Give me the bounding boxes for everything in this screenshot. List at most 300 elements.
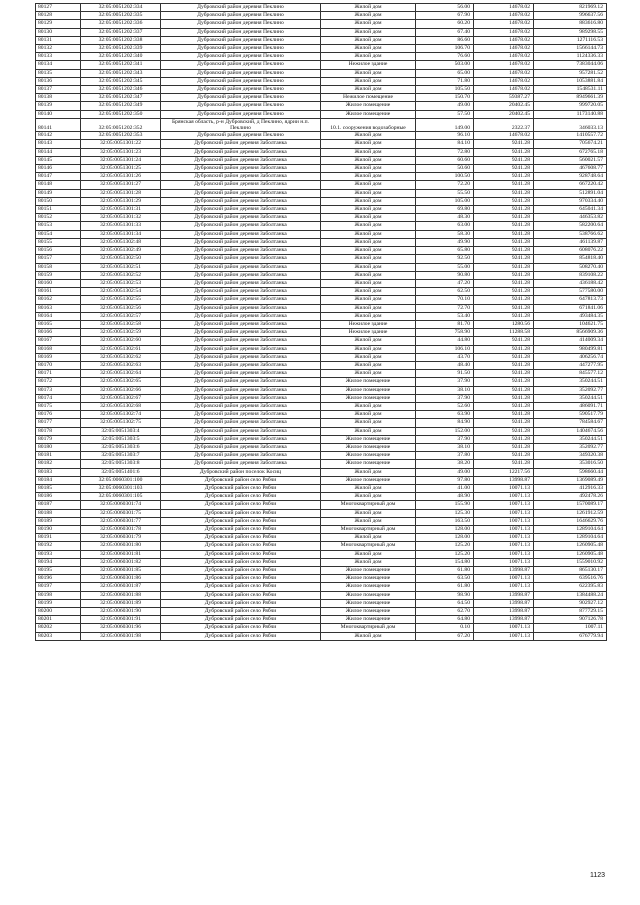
address-cell: Дубровский район село Рябчи: [161, 493, 321, 501]
area-cell: 100.50: [416, 173, 474, 181]
cadastral-number-cell: 32:05:0051202:339: [81, 45, 161, 53]
cadastral-value-cell: 508270.40: [534, 263, 607, 271]
address-cell: Дубровский район село Рябчи: [161, 608, 321, 616]
area-cell: 61.80: [416, 567, 474, 575]
cadastral-number-cell: 32:05:0051202:338: [81, 36, 161, 44]
cadastral-value-cell: 1260905.48: [534, 550, 607, 558]
table-row: [36, 394, 607, 402]
address-cell: Дубровский район деревня Заболтанка: [161, 173, 321, 181]
table-row: [36, 304, 607, 312]
address-cell: Дубровский район деревня Заболтанка: [161, 304, 321, 312]
table-row: [36, 271, 607, 279]
object-type-cell: Жилой дом: [321, 156, 416, 164]
area-cell: 49.00: [416, 468, 474, 476]
row-index-cell: 80191: [36, 534, 81, 542]
cadastral-value-cell: 1646629.76: [534, 517, 607, 525]
row-index-cell: 80167: [36, 337, 81, 345]
unit-value-cell: 10071.13: [474, 501, 534, 509]
table-row: [36, 86, 607, 94]
table-row: [36, 20, 607, 28]
cadastral-number-cell: 32:05:0051202:340: [81, 53, 161, 61]
area-cell: 81.70: [416, 320, 474, 328]
table-row: [36, 165, 607, 173]
row-index-cell: 80155: [36, 238, 81, 246]
cadastral-value-cell: 350244.51: [534, 378, 607, 386]
address-cell: Дубровский район деревня Заболтанка: [161, 279, 321, 287]
unit-value-cell: 13998.87: [474, 608, 534, 616]
unit-value-cell: 9241.28: [474, 230, 534, 238]
table-row: [36, 222, 607, 230]
address-cell: Дубровский район деревня Заболтанка: [161, 337, 321, 345]
cadastral-number-cell: 32:05:0060301:85: [81, 567, 161, 575]
table-row: [36, 214, 607, 222]
cadastral-value-cell: 865130.17: [534, 567, 607, 575]
address-cell: Дубровский район село Рябчи: [161, 542, 321, 550]
row-index-cell: 80141: [36, 118, 81, 131]
cadastral-number-cell: 32:05:0051301:29: [81, 197, 161, 205]
cadastral-value-cell: 821969.12: [534, 4, 607, 12]
area-cell: 41.00: [416, 484, 474, 492]
table-row: [36, 558, 607, 566]
cadastral-value-cell: 645041.34: [534, 206, 607, 214]
cadastral-number-cell: 32:05:0060301:96: [81, 624, 161, 632]
object-type-cell: Жилой дом: [321, 255, 416, 263]
table-row: [36, 534, 607, 542]
address-cell: Дубровский район деревня Заболтанка: [161, 206, 321, 214]
object-type-cell: Жилой дом: [321, 4, 416, 12]
area-cell: 86.60: [416, 36, 474, 44]
cadastral-number-cell: 32:05:0060301:82: [81, 558, 161, 566]
area-cell: 152.00: [416, 427, 474, 435]
object-type-cell: Жилой дом: [321, 345, 416, 353]
area-cell: 76.60: [416, 53, 474, 61]
row-index-cell: 80135: [36, 69, 81, 77]
area-cell: 155.90: [416, 501, 474, 509]
address-cell: Дубровский район деревня Заболтанка: [161, 296, 321, 304]
cadastral-value-cell: 352092.77: [534, 443, 607, 451]
table-row: [36, 102, 607, 110]
area-cell: 67.40: [416, 28, 474, 36]
table-row: [36, 247, 607, 255]
cadastral-number-cell: 32:05:0051301:28: [81, 189, 161, 197]
row-index-cell: 80128: [36, 12, 81, 20]
cadastral-value-cell: 447277.95: [534, 361, 607, 369]
cadastral-number-cell: 32:05:0051303:4: [81, 427, 161, 435]
row-index-cell: 80153: [36, 222, 81, 230]
cadastral-number-cell: 32:05:0051302:59: [81, 329, 161, 337]
address-cell: Дубровский район деревня Пеклино: [161, 94, 321, 102]
table-row: [36, 567, 607, 575]
address-cell: Дубровский район деревня Заболтанка: [161, 435, 321, 443]
address-cell: Дубровский район деревня Заболтанка: [161, 140, 321, 148]
cadastral-number-cell: 32:05:0060301:90: [81, 608, 161, 616]
row-index-cell: 80182: [36, 460, 81, 468]
object-type-cell: Жилой дом: [321, 517, 416, 525]
row-index-cell: 80198: [36, 591, 81, 599]
row-index-cell: 80177: [36, 419, 81, 427]
cadastral-number-cell: 32:05:0060301:78: [81, 526, 161, 534]
object-type-cell: Жилой дом: [321, 353, 416, 361]
registry-table-sheet: [35, 3, 606, 641]
table-row: [36, 501, 607, 509]
unit-value-cell: 9241.28: [474, 156, 534, 164]
object-type-cell: Многоквартирный дом: [321, 501, 416, 509]
area-cell: 60.20: [416, 20, 474, 28]
object-type-cell: Жилой дом: [321, 247, 416, 255]
table-row: [36, 28, 607, 36]
table-row: [36, 353, 607, 361]
table-row: [36, 337, 607, 345]
object-type-cell: Жилое помещение: [321, 443, 416, 451]
object-type-cell: Жилой дом: [321, 558, 416, 566]
unit-value-cell: 2322.37: [474, 118, 534, 131]
cadastral-value-cell: 1289104.64: [534, 534, 607, 542]
object-type-cell: Жилое помещение: [321, 452, 416, 460]
row-index-cell: 80184: [36, 476, 81, 484]
cadastral-value-cell: 406256.74: [534, 353, 607, 361]
table-row: [36, 583, 607, 591]
table-row: [36, 550, 607, 558]
cadastral-value-cell: 1260905.48: [534, 542, 607, 550]
cadastral-number-cell: 32:05:0051202:349: [81, 102, 161, 110]
row-index-cell: 80133: [36, 53, 81, 61]
unit-value-cell: 10071.13: [474, 526, 534, 534]
table-row: [36, 156, 607, 164]
row-index-cell: 80163: [36, 304, 81, 312]
area-cell: 92.50: [416, 255, 474, 263]
unit-value-cell: 14678.02: [474, 36, 534, 44]
area-cell: 163.50: [416, 517, 474, 525]
unit-value-cell: 9241.28: [474, 337, 534, 345]
table-row: [36, 279, 607, 287]
row-index-cell: 80152: [36, 214, 81, 222]
unit-value-cell: 14678.02: [474, 77, 534, 85]
table-body: [36, 4, 607, 641]
table-row: [36, 296, 607, 304]
object-type-cell: Нежилое помещение: [321, 94, 416, 102]
address-cell: Дубровский район деревня Пеклино: [161, 12, 321, 20]
object-type-cell: Многоквартирный дом: [321, 624, 416, 632]
address-cell: Дубровский район деревня Пеклино: [161, 132, 321, 140]
object-type-cell: Жилой дом: [321, 337, 416, 345]
address-cell: Дубровский район деревня Пеклино: [161, 20, 321, 28]
table-row: [36, 94, 607, 102]
address-cell: Дубровский район деревня Пеклино: [161, 4, 321, 12]
unit-value-cell: 9241.28: [474, 288, 534, 296]
address-cell: Дубровский район деревня Заболтанка: [161, 386, 321, 394]
cadastral-value-cell: 1124336.33: [534, 53, 607, 61]
unit-value-cell: 13998.87: [474, 476, 534, 484]
area-cell: 67.90: [416, 12, 474, 20]
row-index-cell: 80183: [36, 468, 81, 476]
cadastral-number-cell: 32:05:0051301:26: [81, 173, 161, 181]
area-cell: 128.00: [416, 534, 474, 542]
area-cell: 61.80: [416, 583, 474, 591]
cadastral-value-cell: 1271116.53: [534, 36, 607, 44]
cadastral-number-cell: 32:05:0051302:67: [81, 394, 161, 402]
table-row: [36, 320, 607, 328]
address-cell: Дубровский район село Рябчи: [161, 616, 321, 624]
address-cell: Дубровский район деревня Заболтанка: [161, 427, 321, 435]
cadastral-value-cell: 598660.44: [534, 468, 607, 476]
area-cell: 37.90: [416, 378, 474, 386]
cadastral-value-cell: 1559010.92: [534, 558, 607, 566]
unit-value-cell: 14678.02: [474, 61, 534, 69]
unit-value-cell: 9241.28: [474, 386, 534, 394]
row-index-cell: 80144: [36, 148, 81, 156]
unit-value-cell: 10071.13: [474, 583, 534, 591]
unit-value-cell: 14678.02: [474, 86, 534, 94]
table-row: [36, 329, 607, 337]
address-cell: Дубровский район деревня Заболтанка: [161, 271, 321, 279]
address-cell: Дубровский район поселок Косиц: [161, 468, 321, 476]
row-index-cell: 80162: [36, 296, 81, 304]
object-type-cell: Жилой дом: [321, 411, 416, 419]
cadastral-number-cell: 32:05:0051303:8: [81, 460, 161, 468]
address-cell: Дубровский район деревня Заболтанка: [161, 214, 321, 222]
address-cell: Дубровский район село Рябчи: [161, 624, 321, 632]
area-cell: 72.70: [416, 304, 474, 312]
cadastral-number-cell: 32:05:0051202:353: [81, 132, 161, 140]
table-row: [36, 435, 607, 443]
unit-value-cell: 20402.45: [474, 102, 534, 110]
table-row: [36, 230, 607, 238]
unit-value-cell: 9241.28: [474, 238, 534, 246]
table-row: [36, 173, 607, 181]
cadastral-number-cell: 32:05:0060301:87: [81, 583, 161, 591]
cadastral-value-cell: 854818.40: [534, 255, 607, 263]
row-index-cell: 80149: [36, 189, 81, 197]
row-index-cell: 80188: [36, 509, 81, 517]
object-type-cell: Жилой дом: [321, 427, 416, 435]
unit-value-cell: 9241.28: [474, 148, 534, 156]
cadastral-number-cell: 32:05:0051302:61: [81, 345, 161, 353]
area-cell: 125.20: [416, 550, 474, 558]
object-type-cell: Жилой дом: [321, 271, 416, 279]
area-cell: 64.80: [416, 616, 474, 624]
address-cell: Дубровский район деревня Заболтанка: [161, 378, 321, 386]
unit-value-cell: 10071.13: [474, 558, 534, 566]
row-index-cell: 80202: [36, 624, 81, 632]
object-type-cell: Жилой дом: [321, 77, 416, 85]
table-row: [36, 476, 607, 484]
unit-value-cell: 9241.28: [474, 419, 534, 427]
unit-value-cell: 9241.28: [474, 345, 534, 353]
area-cell: 64.50: [416, 599, 474, 607]
address-cell: Дубровский район деревня Пеклино: [161, 69, 321, 77]
object-type-cell: Жилой дом: [321, 140, 416, 148]
cadastral-value-cell: 676779.94: [534, 632, 607, 640]
area-cell: 48.90: [416, 493, 474, 501]
object-type-cell: Жилое помещение: [321, 378, 416, 386]
row-index-cell: 80127: [36, 4, 81, 12]
area-cell: 63.50: [416, 575, 474, 583]
unit-value-cell: 9241.28: [474, 165, 534, 173]
address-cell: Дубровский район деревня Пеклино: [161, 36, 321, 44]
address-cell: Дубровский район деревня Заболтанка: [161, 361, 321, 369]
cadastral-number-cell: 32:05:0051302:65: [81, 378, 161, 386]
unit-value-cell: 9241.28: [474, 370, 534, 378]
cadastral-value-cell: 845577.12: [534, 370, 607, 378]
cadastral-value-cell: 902927.12: [534, 599, 607, 607]
table-row: [36, 206, 607, 214]
cadastral-number-cell: 32:05:0051202:346: [81, 86, 161, 94]
address-cell: Дубровский район деревня Заболтанка: [161, 419, 321, 427]
cadastral-number-cell: 32:05:0051302:58: [81, 320, 161, 328]
address-cell: Дубровский район деревня Заболтанка: [161, 320, 321, 328]
area-cell: 63.90: [416, 411, 474, 419]
table-row: [36, 443, 607, 451]
table-row: [36, 370, 607, 378]
row-index-cell: 80131: [36, 36, 81, 44]
unit-value-cell: 9241.28: [474, 271, 534, 279]
unit-value-cell: 9241.28: [474, 411, 534, 419]
object-type-cell: Жилой дом: [321, 312, 416, 320]
row-index-cell: 80134: [36, 61, 81, 69]
area-cell: 57.50: [416, 110, 474, 118]
row-index-cell: 80179: [36, 435, 81, 443]
area-cell: 97.80: [416, 476, 474, 484]
unit-value-cell: 11288.58: [474, 329, 534, 337]
table-row: [36, 608, 607, 616]
address-cell: Дубровский район деревня Заболтанка: [161, 230, 321, 238]
table-row: [36, 517, 607, 525]
unit-value-cell: 10071.13: [474, 575, 534, 583]
area-cell: 69.80: [416, 206, 474, 214]
object-type-cell: Нежилое здание: [321, 329, 416, 337]
unit-value-cell: 20402.45: [474, 110, 534, 118]
cadastral-value-cell: 989298.55: [534, 28, 607, 36]
area-cell: 62.50: [416, 288, 474, 296]
table-row: [36, 616, 607, 624]
cadastral-number-cell: 32:05:0051301:33: [81, 222, 161, 230]
row-index-cell: 80185: [36, 484, 81, 492]
unit-value-cell: 9241.28: [474, 435, 534, 443]
object-type-cell: Жилое помещение: [321, 599, 416, 607]
object-type-cell: Жилое помещение: [321, 608, 416, 616]
unit-value-cell: 9241.28: [474, 443, 534, 451]
address-cell: Дубровский район деревня Заболтанка: [161, 329, 321, 337]
area-cell: 98.90: [416, 591, 474, 599]
area-cell: 96.10: [416, 132, 474, 140]
area-cell: 67.20: [416, 632, 474, 640]
cadastral-value-cell: 467608.77: [534, 165, 607, 173]
row-index-cell: 80132: [36, 45, 81, 53]
cadastral-number-cell: 32:05:0051302:53: [81, 279, 161, 287]
page-number: 1123: [590, 872, 606, 879]
unit-value-cell: 13998.87: [474, 599, 534, 607]
cadastral-value-cell: 1007.11: [534, 624, 607, 632]
cadastral-value-cell: 560021.57: [534, 156, 607, 164]
cadastral-number-cell: 32:05:0051302:54: [81, 288, 161, 296]
unit-value-cell: 14678.02: [474, 20, 534, 28]
area-cell: 503.00: [416, 61, 474, 69]
object-type-cell: Жилое помещение: [321, 386, 416, 394]
address-cell: Дубровский район деревня Заболтанка: [161, 222, 321, 230]
cadastral-value-cell: 672765.18: [534, 148, 607, 156]
table-row: [36, 189, 607, 197]
unit-value-cell: 9241.28: [474, 181, 534, 189]
cadastral-value-cell: 1384488.24: [534, 591, 607, 599]
cadastral-value-cell: 346033.13: [534, 118, 607, 131]
row-index-cell: 80145: [36, 156, 81, 164]
cadastral-number-cell: 32:05:0051303:5: [81, 435, 161, 443]
address-cell: Дубровский район деревня Заболтанка: [161, 247, 321, 255]
cadastral-value-cell: 461139.87: [534, 238, 607, 246]
object-type-cell: Жилой дом: [321, 148, 416, 156]
row-index-cell: 80174: [36, 394, 81, 402]
area-cell: 65.80: [416, 247, 474, 255]
table-row: [36, 69, 607, 77]
address-cell: Дубровский район деревня Пеклино: [161, 45, 321, 53]
unit-value-cell: 9241.28: [474, 394, 534, 402]
object-type-cell: Жилой дом: [321, 28, 416, 36]
table-row: [36, 386, 607, 394]
unit-value-cell: 9241.28: [474, 402, 534, 410]
cadastral-number-cell: 32:05:0060301:75: [81, 509, 161, 517]
row-index-cell: 80130: [36, 28, 81, 36]
table-row: [36, 36, 607, 44]
object-type-cell: Жилое помещение: [321, 575, 416, 583]
cadastral-number-cell: 32:05:0051202:337: [81, 28, 161, 36]
address-cell: Дубровский район деревня Заболтанка: [161, 345, 321, 353]
area-cell: 63.00: [416, 222, 474, 230]
row-index-cell: 80175: [36, 402, 81, 410]
object-type-cell: Жилой дом: [321, 20, 416, 28]
address-cell: Дубровский район село Рябчи: [161, 534, 321, 542]
object-type-cell: Жилой дом: [321, 86, 416, 94]
cadastral-number-cell: 32:05:0060301:77: [81, 517, 161, 525]
row-index-cell: 80173: [36, 386, 81, 394]
unit-value-cell: 9241.28: [474, 197, 534, 205]
area-cell: 149.00: [416, 118, 474, 131]
area-cell: 65.00: [416, 69, 474, 77]
unit-value-cell: 9241.28: [474, 263, 534, 271]
table-row: [36, 263, 607, 271]
address-cell: Дубровский район деревня Заболтанка: [161, 370, 321, 378]
table-row: [36, 509, 607, 517]
table-row: [36, 542, 607, 550]
row-index-cell: 80147: [36, 173, 81, 181]
cadastral-number-cell: 32:05:0051202:341: [81, 61, 161, 69]
row-index-cell: 80158: [36, 263, 81, 271]
unit-value-cell: 10071.13: [474, 550, 534, 558]
row-index-cell: 80142: [36, 132, 81, 140]
row-index-cell: 80146: [36, 165, 81, 173]
object-type-cell: Жилой дом: [321, 173, 416, 181]
object-type-cell: Жилой дом: [321, 132, 416, 140]
area-cell: 128.00: [416, 526, 474, 534]
row-index-cell: 80154: [36, 230, 81, 238]
address-cell: Дубровский район деревня Заболтанка: [161, 148, 321, 156]
row-index-cell: 80194: [36, 558, 81, 566]
object-type-cell: Нежилое здание: [321, 61, 416, 69]
address-cell: Дубровский район деревня Пеклино: [161, 28, 321, 36]
table-row: [36, 255, 607, 263]
cadastral-value-cell: 608076.22: [534, 247, 607, 255]
cadastral-value-cell: 1404674.56: [534, 427, 607, 435]
address-cell: Дубровский район деревня Заболтанка: [161, 197, 321, 205]
cadastral-number-cell: 32:05:0051302:50: [81, 255, 161, 263]
table-row: [36, 452, 607, 460]
object-type-cell: Жилой дом: [321, 165, 416, 173]
cadastral-value-cell: 877729.15: [534, 608, 607, 616]
cadastral-value-cell: 647813.73: [534, 296, 607, 304]
cadastral-number-cell: 32:05:0051302:57: [81, 312, 161, 320]
unit-value-cell: 9241.28: [474, 255, 534, 263]
row-index-cell: 80195: [36, 567, 81, 575]
table-row: [36, 624, 607, 632]
